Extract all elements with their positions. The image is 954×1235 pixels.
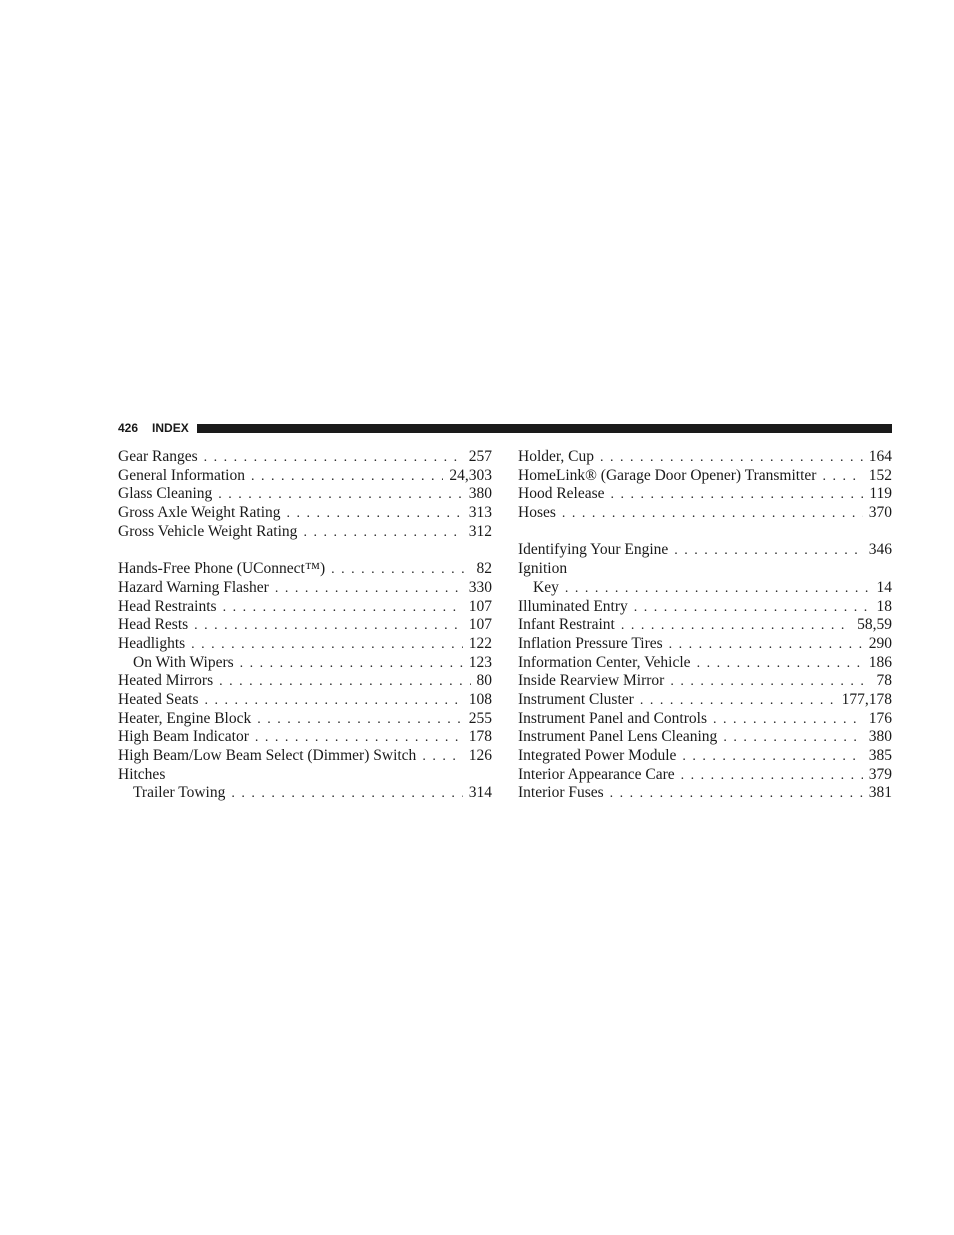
index-entry <box>518 784 892 803</box>
index-entry-label: Inside Rearview Mirror <box>518 672 665 690</box>
index-entry-label: Identifying Your Engine <box>518 541 669 559</box>
dot-leader <box>223 599 463 618</box>
index-entry-label: Infant Restraint <box>518 616 615 634</box>
dot-leader <box>331 561 470 580</box>
index-entry-label: High Beam/Low Beam Select (Dimmer) Switch <box>118 747 417 764</box>
dot-leader <box>600 449 863 468</box>
index-entry-label: Headlights <box>118 634 186 652</box>
index-column-right <box>518 448 892 803</box>
dot-leader <box>191 636 463 655</box>
dot-leader <box>822 468 862 487</box>
index-entry <box>518 448 892 467</box>
dot-leader <box>670 673 870 692</box>
index-entry-label: Head Restraints <box>118 597 217 615</box>
index-entry-label: Integrated Power Module <box>518 747 677 764</box>
index-subentry <box>518 579 892 598</box>
index-entry-label: Holder, Cup <box>518 448 595 465</box>
index-entry-pages: 119 <box>869 485 892 503</box>
index-entry-label: Interior Appearance Care <box>518 765 675 783</box>
dot-leader <box>287 505 463 524</box>
index-entry <box>118 747 492 766</box>
index-entry-pages: 152 <box>868 466 892 484</box>
dot-leader <box>219 673 470 692</box>
index-entry <box>118 448 492 467</box>
index-entry-pages: 58,59 <box>857 616 892 634</box>
index-entry <box>118 728 492 747</box>
dot-leader <box>669 636 863 655</box>
index-entry-label: Instrument Cluster <box>518 690 634 708</box>
index-column-left <box>118 448 492 803</box>
index-entry-label: Heated Mirrors <box>118 672 214 690</box>
dot-leader <box>610 785 863 804</box>
index-entry-pages: 107 <box>468 597 492 615</box>
index-entry-pages: 381 <box>868 784 892 802</box>
index-entry-pages: 108 <box>468 690 492 708</box>
index-entry <box>518 635 892 654</box>
index-entry-pages: 255 <box>468 709 492 727</box>
dot-leader <box>640 692 836 711</box>
dot-leader <box>422 748 462 767</box>
index-entry-pages: 82 <box>476 560 492 578</box>
dot-leader <box>621 617 851 636</box>
section-title: INDEX <box>152 421 189 435</box>
index-entry <box>518 747 892 766</box>
dot-leader <box>723 729 862 748</box>
index-entry-pages: 24,303 <box>449 466 492 484</box>
dot-leader <box>204 449 463 468</box>
index-entry <box>118 467 492 486</box>
index-entry-label: On With Wipers <box>133 653 234 671</box>
index-entry-label: Hitches <box>118 765 166 783</box>
index-entry <box>518 728 892 747</box>
dot-leader <box>218 486 462 505</box>
index-entry-label: Hands-Free Phone (UConnect™) <box>118 560 326 578</box>
index-entry <box>118 579 492 598</box>
index-entry-label: Illuminated Entry <box>518 597 628 615</box>
dot-leader <box>275 580 463 599</box>
index-entry-pages: 257 <box>468 448 492 465</box>
index-entry-pages: 78 <box>876 672 892 690</box>
dot-leader <box>634 599 871 618</box>
index-entry-label: Instrument Panel Lens Cleaning <box>518 728 718 746</box>
index-entry-pages: 18 <box>876 597 892 615</box>
dot-leader <box>240 655 463 674</box>
index-entry-label: Glass Cleaning <box>118 485 213 503</box>
index-entry-pages: 385 <box>868 747 892 764</box>
index-entry-pages: 14 <box>876 578 892 596</box>
dot-leader <box>255 729 463 748</box>
index-entry-pages: 312 <box>468 522 492 540</box>
index-entry-pages: 178 <box>468 728 492 746</box>
dot-leader <box>194 617 463 636</box>
dot-leader <box>231 785 462 804</box>
index-entry <box>518 598 892 617</box>
index-entry-pages: 346 <box>868 541 892 559</box>
index-entry-pages: 290 <box>868 634 892 652</box>
index-entry-label: Information Center, Vehicle <box>518 653 691 671</box>
index-entry-pages: 80 <box>476 672 492 690</box>
index-entry <box>518 654 892 673</box>
index-entry-label: HomeLink® (Garage Door Opener) Transmitter <box>518 466 817 484</box>
index-entry-pages: 176 <box>868 709 892 727</box>
index-entry <box>118 710 492 729</box>
index-entry <box>518 672 892 691</box>
dot-leader <box>682 748 862 767</box>
index-entry-label: Trailer Towing <box>133 784 226 802</box>
index-entry-label: Inflation Pressure Tires <box>518 634 663 652</box>
index-entry-pages: 330 <box>468 578 492 596</box>
index-entry-pages: 380 <box>468 485 492 503</box>
index-spacer <box>118 541 492 560</box>
index-heading <box>518 560 892 579</box>
index-entry <box>118 691 492 710</box>
index-spacer <box>518 523 892 542</box>
index-entry-label: General Information <box>118 466 245 484</box>
index-entry <box>118 523 492 542</box>
index-entry-pages: 186 <box>868 653 892 671</box>
index-entry-label: Hazard Warning Flasher <box>118 578 269 596</box>
page-header <box>118 420 892 436</box>
dot-leader <box>681 767 863 786</box>
page-number: 426 <box>118 421 139 435</box>
dot-leader <box>562 505 863 524</box>
index-entry <box>118 560 492 579</box>
index-entry-pages: 177,178 <box>841 690 892 708</box>
index-entry <box>518 504 892 523</box>
header-rule <box>197 424 892 433</box>
index-entry <box>518 485 892 504</box>
index-entry-label: Heater, Engine Block <box>118 709 252 727</box>
index-entry-label: Key <box>533 578 559 596</box>
index-entry-pages: 126 <box>468 747 492 764</box>
index-entry <box>518 766 892 785</box>
dot-leader <box>697 655 863 674</box>
index-entry-pages: 370 <box>868 504 892 522</box>
index-entry-label: Gross Axle Weight Rating <box>118 504 281 522</box>
index-entry <box>118 616 492 635</box>
index-entry-pages: 164 <box>868 448 892 465</box>
index-entry-label: Hood Release <box>518 485 605 503</box>
index-heading <box>118 766 492 785</box>
dot-leader <box>611 486 864 505</box>
index-entry-label: High Beam Indicator <box>118 728 249 746</box>
index-entry-pages: 313 <box>468 504 492 522</box>
index-entry <box>518 616 892 635</box>
index-entry-label: Interior Fuses <box>518 784 604 802</box>
dot-leader <box>204 692 462 711</box>
index-entry-pages: 314 <box>468 784 492 802</box>
index-entry <box>518 541 892 560</box>
index-subentry <box>118 654 492 673</box>
index-entry-pages: 379 <box>868 765 892 783</box>
index-entry-label: Ignition <box>518 560 568 578</box>
index-entry <box>118 485 492 504</box>
index-entry-label: Heated Seats <box>118 690 199 708</box>
dot-leader <box>565 580 871 599</box>
index-entry <box>518 710 892 729</box>
index-entry <box>518 691 892 710</box>
dot-leader <box>251 468 443 487</box>
index-entry-pages: 107 <box>468 616 492 634</box>
dot-leader <box>257 711 463 730</box>
index-subentry <box>118 784 492 803</box>
index-entry <box>118 635 492 654</box>
index-entry-label: Instrument Panel and Controls <box>518 709 707 727</box>
index-entry-label: Gear Ranges <box>118 448 198 465</box>
index-entry-pages: 122 <box>468 634 492 652</box>
index-entry <box>518 467 892 486</box>
index-entry <box>118 598 492 617</box>
dot-leader <box>713 711 863 730</box>
index-entry-label: Hoses <box>518 504 556 522</box>
index-entry <box>118 672 492 691</box>
index-entry-label: Head Rests <box>118 616 189 634</box>
index-entry-pages: 123 <box>468 653 492 671</box>
index-entry-pages: 380 <box>868 728 892 746</box>
index-entry <box>118 504 492 523</box>
index-entry-label: Gross Vehicle Weight Rating <box>118 522 298 540</box>
dot-leader <box>303 524 462 543</box>
dot-leader <box>674 542 862 561</box>
